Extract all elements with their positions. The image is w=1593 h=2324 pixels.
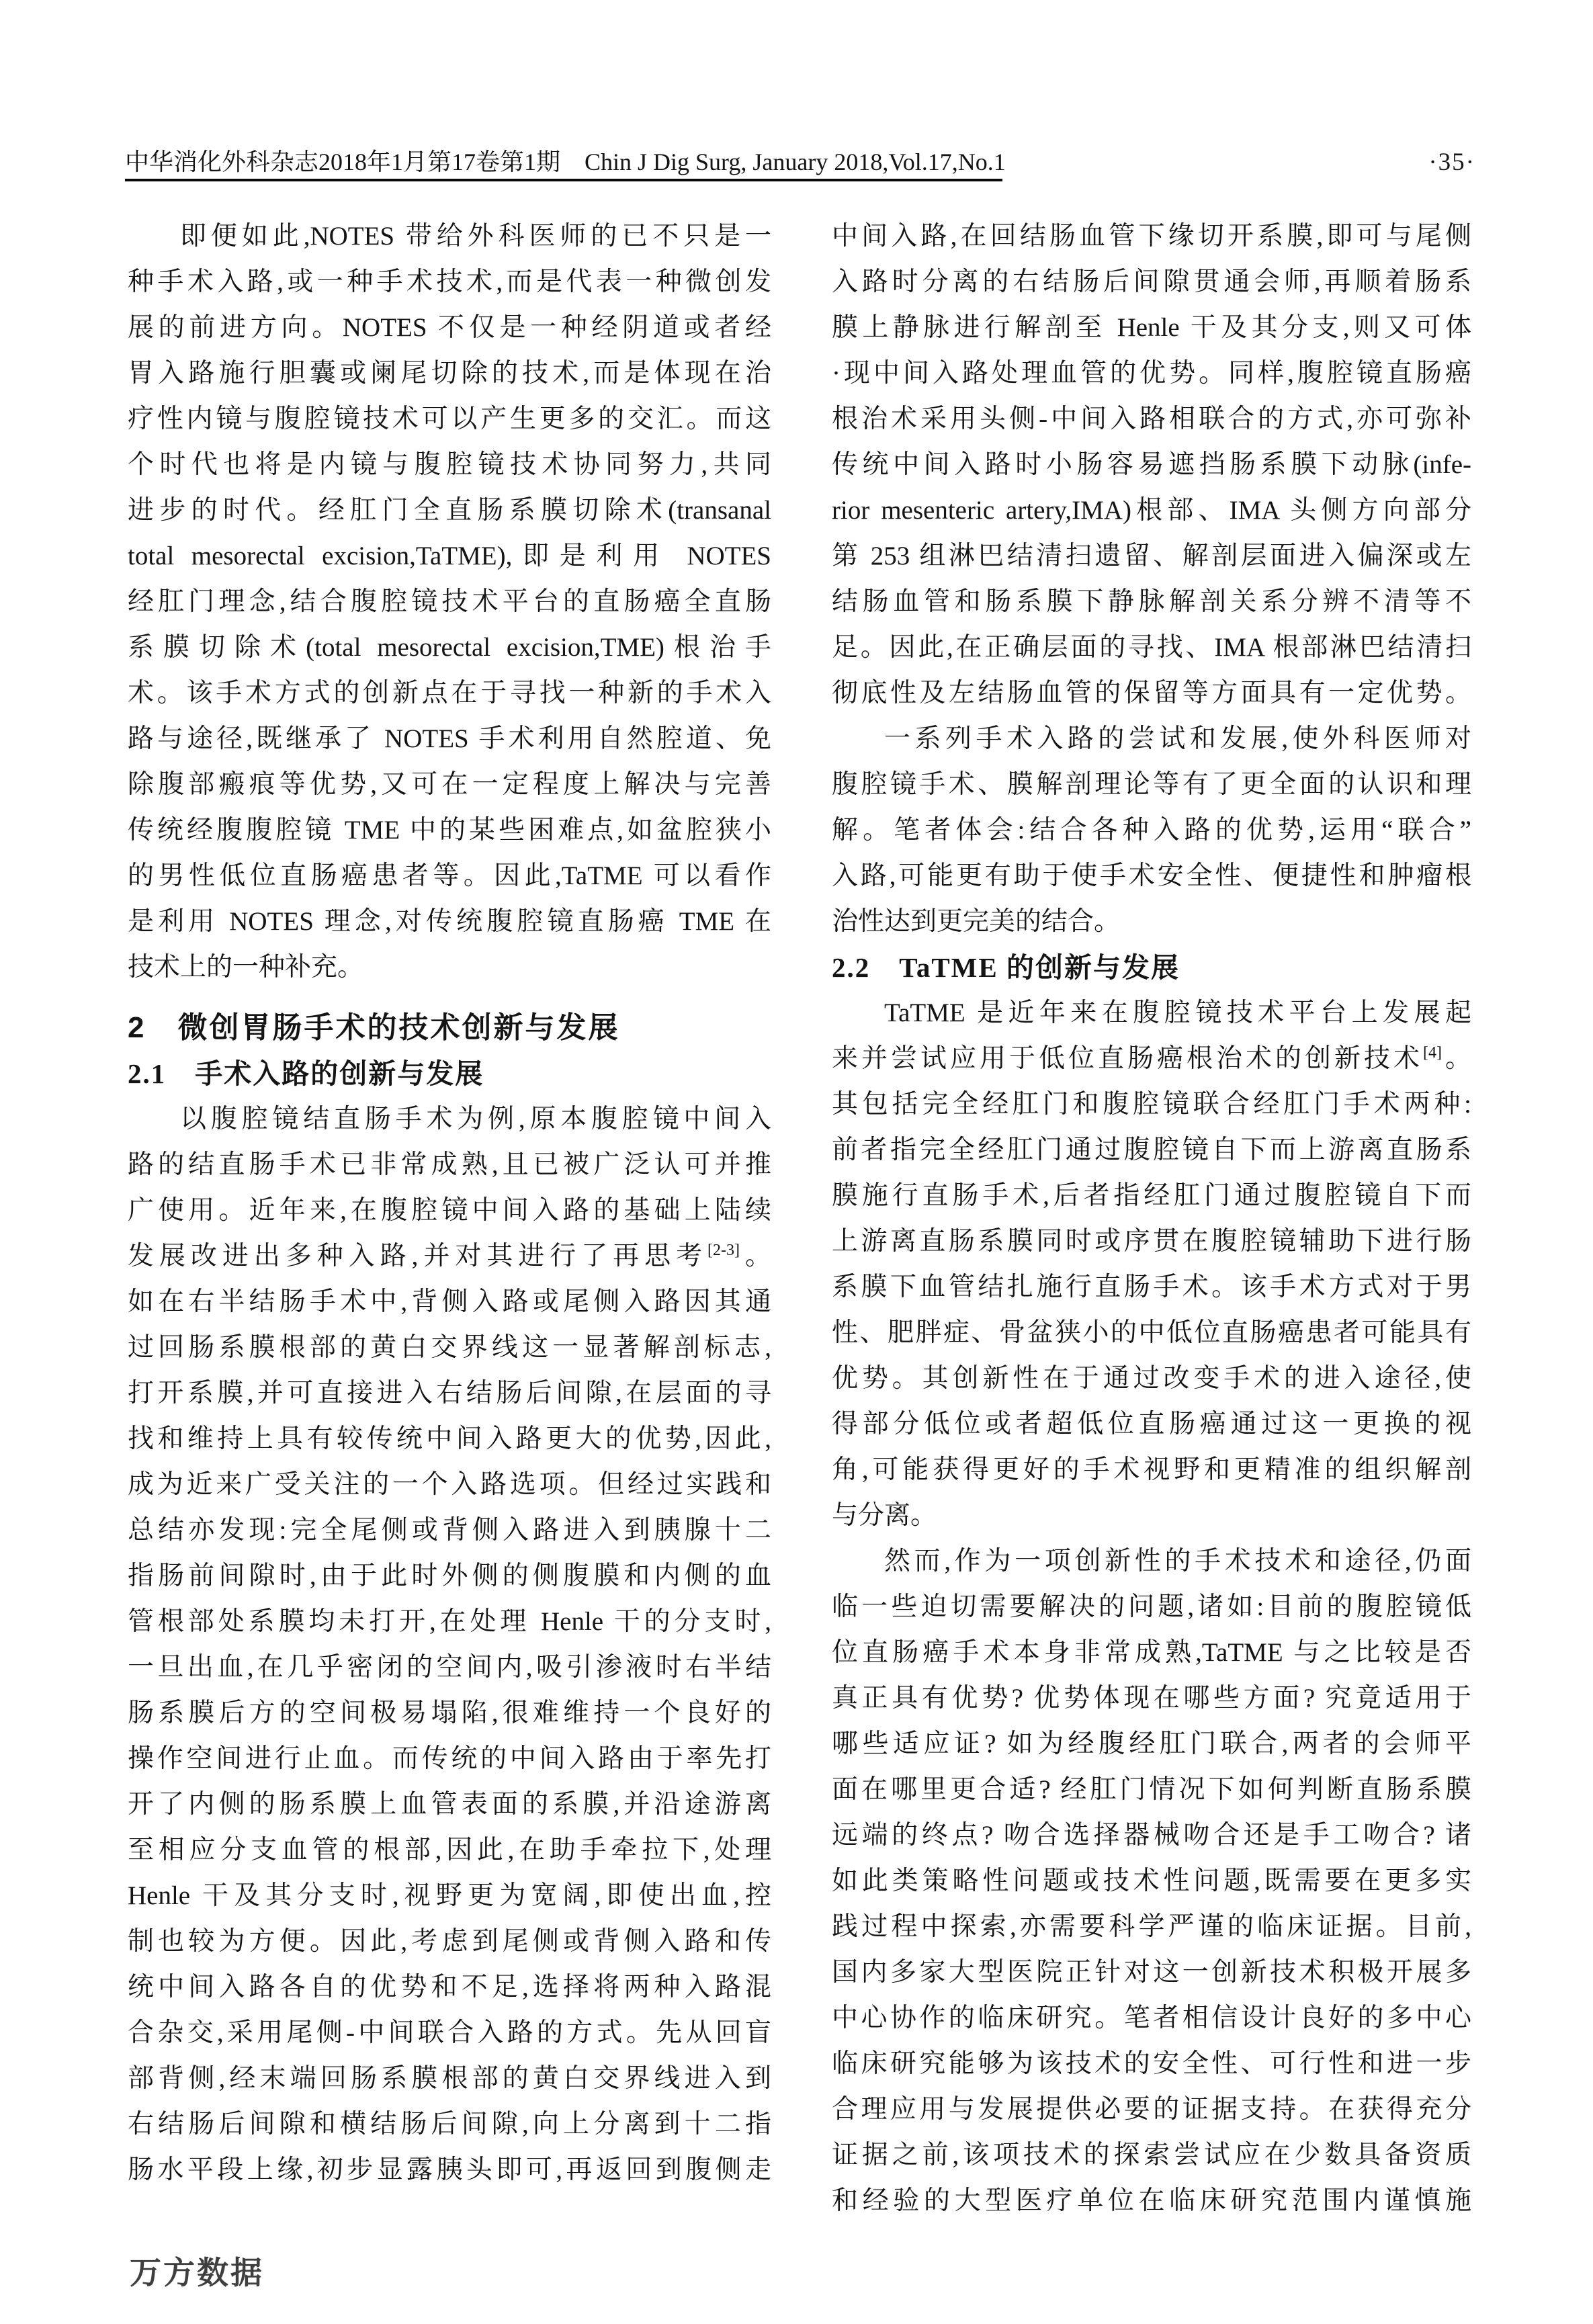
line-text: 成为近来广受关注的一个入路选项。但经过实践和 (128, 1470, 771, 1499)
line-text: 的男性低位直肠癌患者等。因此,TaTME 可以看作 (128, 861, 771, 890)
text-line (128, 1736, 771, 1782)
text-line (128, 1051, 771, 1096)
line-text: TaTME 是近年来在腹腔镜技术平台上发展起 (884, 998, 1471, 1027)
line-text: 中心协作的临床研究。笔者相信设计良好的多中心 (832, 2004, 1471, 2032)
line-text: 种手术入路,或一种手术技术,而是代表一种微创发 (128, 267, 771, 296)
text-line (128, 396, 771, 442)
line-text: 总结亦发现:完全尾侧或背侧入路进入到胰腺十二 (128, 1516, 771, 1545)
line-text-tail: 。 (740, 1242, 771, 1271)
line-text: 传统中间入路时小肠容易遮挡肠系膜下动脉(infe- (832, 450, 1471, 479)
line-text: 膜施行直肠手术,后者指经肛门通过腹腔镜自下而 (832, 1181, 1471, 1210)
text-line (832, 1264, 1471, 1310)
line-text: 找和维持上具有较传统中间入路更大的优势,因此, (128, 1424, 771, 1453)
line-text: 哪些适应证? 如为经腹经肛门联合,两者的会师平 (832, 1729, 1471, 1758)
text-line (832, 1630, 1471, 1676)
line-text: 技术上的一种补充。 (128, 953, 364, 982)
line-text: 路的结直肠手术已非常成熟,且已被广泛认可并推 (128, 1150, 771, 1179)
text-line (128, 2102, 771, 2147)
text-line (128, 579, 771, 625)
text-line (832, 1767, 1471, 1813)
line-text: 优势。其创新性在于通过改变手术的进入途径,使 (832, 1364, 1471, 1393)
text-line (832, 1995, 1471, 2041)
text-line (128, 1234, 771, 1279)
line-text: 统中间入路各自的优势和不足,选择将两种入路混 (128, 1973, 771, 2002)
line-text: 膜上静脉进行解剖至 Henle 干及其分支,则又可体 (832, 313, 1471, 342)
line-text: 肠水平段上缘,初步显露胰头即可,再返回到腹侧走 (128, 2155, 771, 2184)
line-text: Henle 干及其分支时,视野更为宽阔,即使出血,控 (128, 1881, 771, 1910)
text-line (128, 1690, 771, 1736)
line-text: 来并尝试应用于低位直肠癌根治术的创新技术 (832, 1044, 1423, 1073)
text-line (832, 214, 1471, 259)
line-text: 前者指完全经肛门通过腹腔镜自下而上游离直肠系 (832, 1135, 1471, 1164)
text-line (832, 2178, 1471, 2224)
line-text: 过回肠系膜根部的黄白交界线这一显著解剖标志, (128, 1333, 771, 1362)
text-line (128, 1005, 771, 1051)
text-line (832, 716, 1471, 762)
line-text: 根治术采用头侧-中间入路相联合的方式,亦可弥补 (832, 404, 1471, 433)
line-text: 和经验的大型医疗单位在临床研究范围内谨慎施 (832, 2186, 1471, 2215)
text-line (128, 1873, 771, 1919)
line-text: 系膜切除术(total mesorectal excision,TME)根治手 (128, 633, 771, 662)
line-text: 位直肠癌手术本身非常成熟,TaTME 与之比较是否 (832, 1638, 1471, 1667)
line-text: 开了内侧的肠系膜上血管表面的系膜,并沿途游离 (128, 1790, 771, 1819)
text-line (128, 1279, 771, 1325)
text-line (128, 1782, 771, 1827)
line-text: 治性达到更完美的结合。 (832, 907, 1121, 936)
line-text: 结肠血管和肠系膜下静脉解剖关系分辨不清等不 (832, 587, 1471, 616)
text-line (128, 305, 771, 351)
text-line (128, 214, 771, 259)
header-rule (125, 179, 1002, 181)
text-line (832, 1173, 1471, 1219)
line-text: 足。因此,在正确层面的寻找、IMA 根部淋巴结清扫 (832, 633, 1471, 662)
line-text: 角,可能获得更好的手术视野和更精准的组织解剖 (832, 1455, 1471, 1484)
line-text: 进步的时代。经肛门全直肠系膜切除术(transanal (128, 496, 771, 525)
journal-citation-line: 中华消化外科杂志2018年1月第17卷第1期 Chin J Dig Surg, January 2018,Vol.17,No.1 (125, 148, 1006, 175)
text-line (832, 1310, 1471, 1356)
text-line (832, 533, 1471, 579)
text-line (832, 1036, 1471, 1082)
line-text: 2 微创胃肠手术的技术创新与发展 (128, 1011, 620, 1044)
text-line (832, 808, 1471, 853)
line-text: 其包括完全经肛门和腹腔镜联合经肛门手术两种: (832, 1090, 1471, 1119)
line-text: 国内多家大型医院正针对这一创新技术积极开展多 (832, 1958, 1471, 1987)
line-text: 广使用。近年来,在腹腔镜中间入路的基础上陆续 (128, 1196, 771, 1225)
text-line (128, 2147, 771, 2193)
line-text: 即便如此,NOTES 带给外科医师的已不只是一 (180, 222, 771, 251)
text-line (832, 2041, 1471, 2087)
text-line (128, 853, 771, 899)
text-line (832, 1813, 1471, 1858)
text-line (832, 945, 1471, 990)
text-line (832, 579, 1471, 625)
text-line (128, 2056, 771, 2102)
line-text: 入路时分离的右结肠后间隙贯通会师,再顺着肠系 (832, 267, 1471, 296)
left-text-column (128, 214, 771, 2193)
line-text: 个时代也将是内镜与腹腔镜技术协同努力,共同 (128, 450, 771, 479)
line-text: 如此类策略性问题或技术性问题,既需要在更多实 (832, 1866, 1471, 1895)
text-line (832, 671, 1471, 716)
line-text: 践过程中探索,亦需要科学严谨的临床证据。目前, (832, 1912, 1471, 1941)
text-line (832, 259, 1471, 305)
text-line (832, 899, 1471, 945)
line-text: 中间入路,在回结肠血管下缘切开系膜,即可与尾侧 (832, 222, 1471, 251)
line-text: 上游离直肠系膜同时或序贯在腹腔镜辅助下进行肠 (832, 1227, 1471, 1256)
line-text: 右结肠后间隙和横结肠后间隙,向上分离到十二指 (128, 2110, 771, 2139)
line-text: 合理应用与发展提供必要的证据支持。在获得充分 (832, 2095, 1471, 2124)
text-line (832, 488, 1471, 533)
text-line (832, 1721, 1471, 1767)
text-line (128, 488, 771, 533)
text-line (832, 1356, 1471, 1402)
line-text: 打开系膜,并可直接进入右结肠后间隙,在层面的寻 (128, 1379, 771, 1408)
line-text: 远端的终点? 吻合选择器械吻合还是手工吻合? 诸 (832, 1821, 1471, 1850)
line-text: 临床研究能够为该技术的安全性、可行性和进一步 (832, 2049, 1471, 2078)
text-line (832, 351, 1471, 396)
text-line (832, 1584, 1471, 1630)
line-text: 得部分低位或者超低位直肠癌通过这一更换的视 (832, 1410, 1471, 1438)
text-line (128, 259, 771, 305)
line-text: 入路,可能更有助于使手术安全性、便捷性和肿瘤根 (832, 861, 1471, 890)
text-line (832, 1082, 1471, 1127)
text-line (128, 1462, 771, 1508)
text-line (128, 1919, 771, 1965)
line-text: 合杂交,采用尾侧-中间联合入路的方式。先从回盲 (128, 2018, 771, 2047)
text-line (128, 1371, 771, 1416)
line-text: 与分离。 (832, 1501, 937, 1530)
text-line (128, 1645, 771, 1690)
text-line (832, 1539, 1471, 1584)
line-text: 管根部处系膜均未打开,在处理 Henle 干的分支时, (128, 1607, 771, 1636)
line-text: 2.2 TaTME 的创新与发展 (832, 952, 1180, 983)
line-text: 第 253 组淋巴结清扫遗留、解剖层面进入偏深或左 (832, 542, 1471, 570)
line-text: total mesorectal excision,TaTME),即是利用 NOTES (128, 542, 771, 570)
text-line (128, 945, 771, 990)
text-line (832, 1676, 1471, 1721)
text-line (832, 305, 1471, 351)
line-text: 指肠前间隙时,由于此时外侧的侧腹膜和内侧的血 (128, 1561, 771, 1590)
page-number: ·35· (1428, 148, 1475, 176)
line-text: 疗性内镜与腹腔镜技术可以产生更多的交汇。而这 (128, 404, 771, 433)
running-head (125, 146, 1475, 177)
line-text: 解。笔者体会:结合各种入路的优势,运用“联合” (832, 816, 1471, 845)
text-line (832, 2087, 1471, 2133)
text-line (128, 1599, 771, 1645)
line-text: 是利用 NOTES 理念,对传统腹腔镜直肠癌 TME 在 (128, 907, 771, 936)
text-line (832, 2133, 1471, 2178)
line-text: 然而,作为一项创新性的手术技术和途径,仍面 (884, 1547, 1471, 1576)
line-text: 一旦出血,在几乎密闭的空间内,吸引渗液时右半结 (128, 1653, 771, 1682)
line-text: 彻底性及左结肠血管的保留等方面具有一定优势。 (832, 679, 1471, 707)
line-text: 2.1 手术入路的创新与发展 (128, 1058, 484, 1089)
line-text: 传统经腹腹腔镜 TME 中的某些困难点,如盆腔狭小 (128, 816, 771, 845)
text-line (128, 716, 771, 762)
text-line (128, 533, 771, 579)
line-text: 性、肥胖症、骨盆狭小的中低位直肠癌患者可能具有 (832, 1318, 1471, 1347)
line-text: 以腹腔镜结直肠手术为例,原本腹腔镜中间入 (180, 1105, 771, 1133)
text-line (832, 396, 1471, 442)
text-line (832, 1904, 1471, 1950)
text-line (128, 899, 771, 945)
line-text: 部背侧,经末端回肠系膜根部的黄白交界线进入到 (128, 2064, 771, 2093)
text-line (128, 442, 771, 488)
text-line (832, 1493, 1471, 1539)
text-line (128, 1188, 771, 1234)
line-text: 制也较为方便。因此,考虑到尾侧或背侧入路和传 (128, 1927, 771, 1956)
reference-superscript: [2-3] (707, 1242, 740, 1259)
line-text: 一系列手术入路的尝试和发展,使外科医师对 (884, 724, 1471, 753)
line-text: 面在哪里更合适? 经肛门情况下如何判断直肠系膜 (832, 1775, 1471, 1804)
text-line (128, 1416, 771, 1462)
text-line (832, 1950, 1471, 1995)
line-text: ·现中间入路处理血管的优势。同样,腹腔镜直肠癌 (832, 359, 1471, 388)
line-text: 经肛门理念,结合腹腔镜技术平台的直肠癌全直肠 (128, 587, 771, 616)
text-line (128, 671, 771, 716)
text-line (128, 2010, 771, 2056)
text-line (128, 351, 771, 396)
text-line (832, 1858, 1471, 1904)
text-line (832, 1447, 1471, 1493)
line-text: 临一些迫切需要解决的问题,诸如:目前的腹腔镜低 (832, 1592, 1471, 1621)
text-line (128, 1965, 771, 2010)
text-line (128, 625, 771, 671)
wanfang-data-watermark: 万方数据 (130, 2255, 264, 2290)
text-line (832, 990, 1471, 1036)
text-line (832, 1127, 1471, 1173)
line-text: 胃入路施行胆囊或阑尾切除的技术,而是体现在治 (128, 359, 771, 388)
line-text: 除腹部瘢痕等优势,又可在一定程度上解决与完善 (128, 770, 771, 799)
text-line (128, 1553, 771, 1599)
text-line (832, 442, 1471, 488)
text-line (832, 625, 1471, 671)
line-text: 真正具有优势? 优势体现在哪些方面? 究竟适用于 (832, 1684, 1471, 1713)
line-text: 路与途径,既继承了 NOTES 手术利用自然腔道、免 (128, 724, 771, 753)
line-text: 操作空间进行止血。而传统的中间入路由于率先打 (128, 1744, 771, 1773)
text-line (128, 808, 771, 853)
line-text: 术。该手术方式的创新点在于寻找一种新的手术入 (128, 679, 771, 707)
text-line (832, 1219, 1471, 1264)
text-line (832, 853, 1471, 899)
line-text: 系膜下血管结扎施行直肠手术。该手术方式对于男 (832, 1273, 1471, 1301)
line-text: 肠系膜后方的空间极易塌陷,很难维持一个良好的 (128, 1698, 771, 1727)
text-line (832, 762, 1471, 808)
line-text: 展的前进方向。NOTES 不仅是一种经阴道或者经 (128, 313, 771, 342)
text-line (832, 1402, 1471, 1447)
text-line (128, 1827, 771, 1873)
text-line (128, 1096, 771, 1142)
line-text: rior mesenteric artery,IMA)根部、IMA 头侧方向部分 (832, 496, 1471, 525)
right-text-column (832, 214, 1471, 2224)
text-line (128, 1325, 771, 1371)
line-text: 至相应分支血管的根部,因此,在助手牵拉下,处理 (128, 1836, 771, 1864)
text-line (128, 1142, 771, 1188)
text-line (128, 1508, 771, 1553)
line-text: 腹腔镜手术、膜解剖理论等有了更全面的认识和理 (832, 770, 1471, 799)
line-text: 发展改进出多种入路,并对其进行了再思考 (128, 1242, 708, 1271)
line-text-tail: 。 (1441, 1044, 1471, 1073)
line-text: 如在右半结肠手术中,背侧入路或尾侧入路因其通 (128, 1287, 771, 1316)
reference-superscript: [4] (1423, 1044, 1442, 1062)
line-text: 证据之前,该项技术的探索尝试应在少数具备资质 (832, 2141, 1471, 2169)
text-line (128, 762, 771, 808)
